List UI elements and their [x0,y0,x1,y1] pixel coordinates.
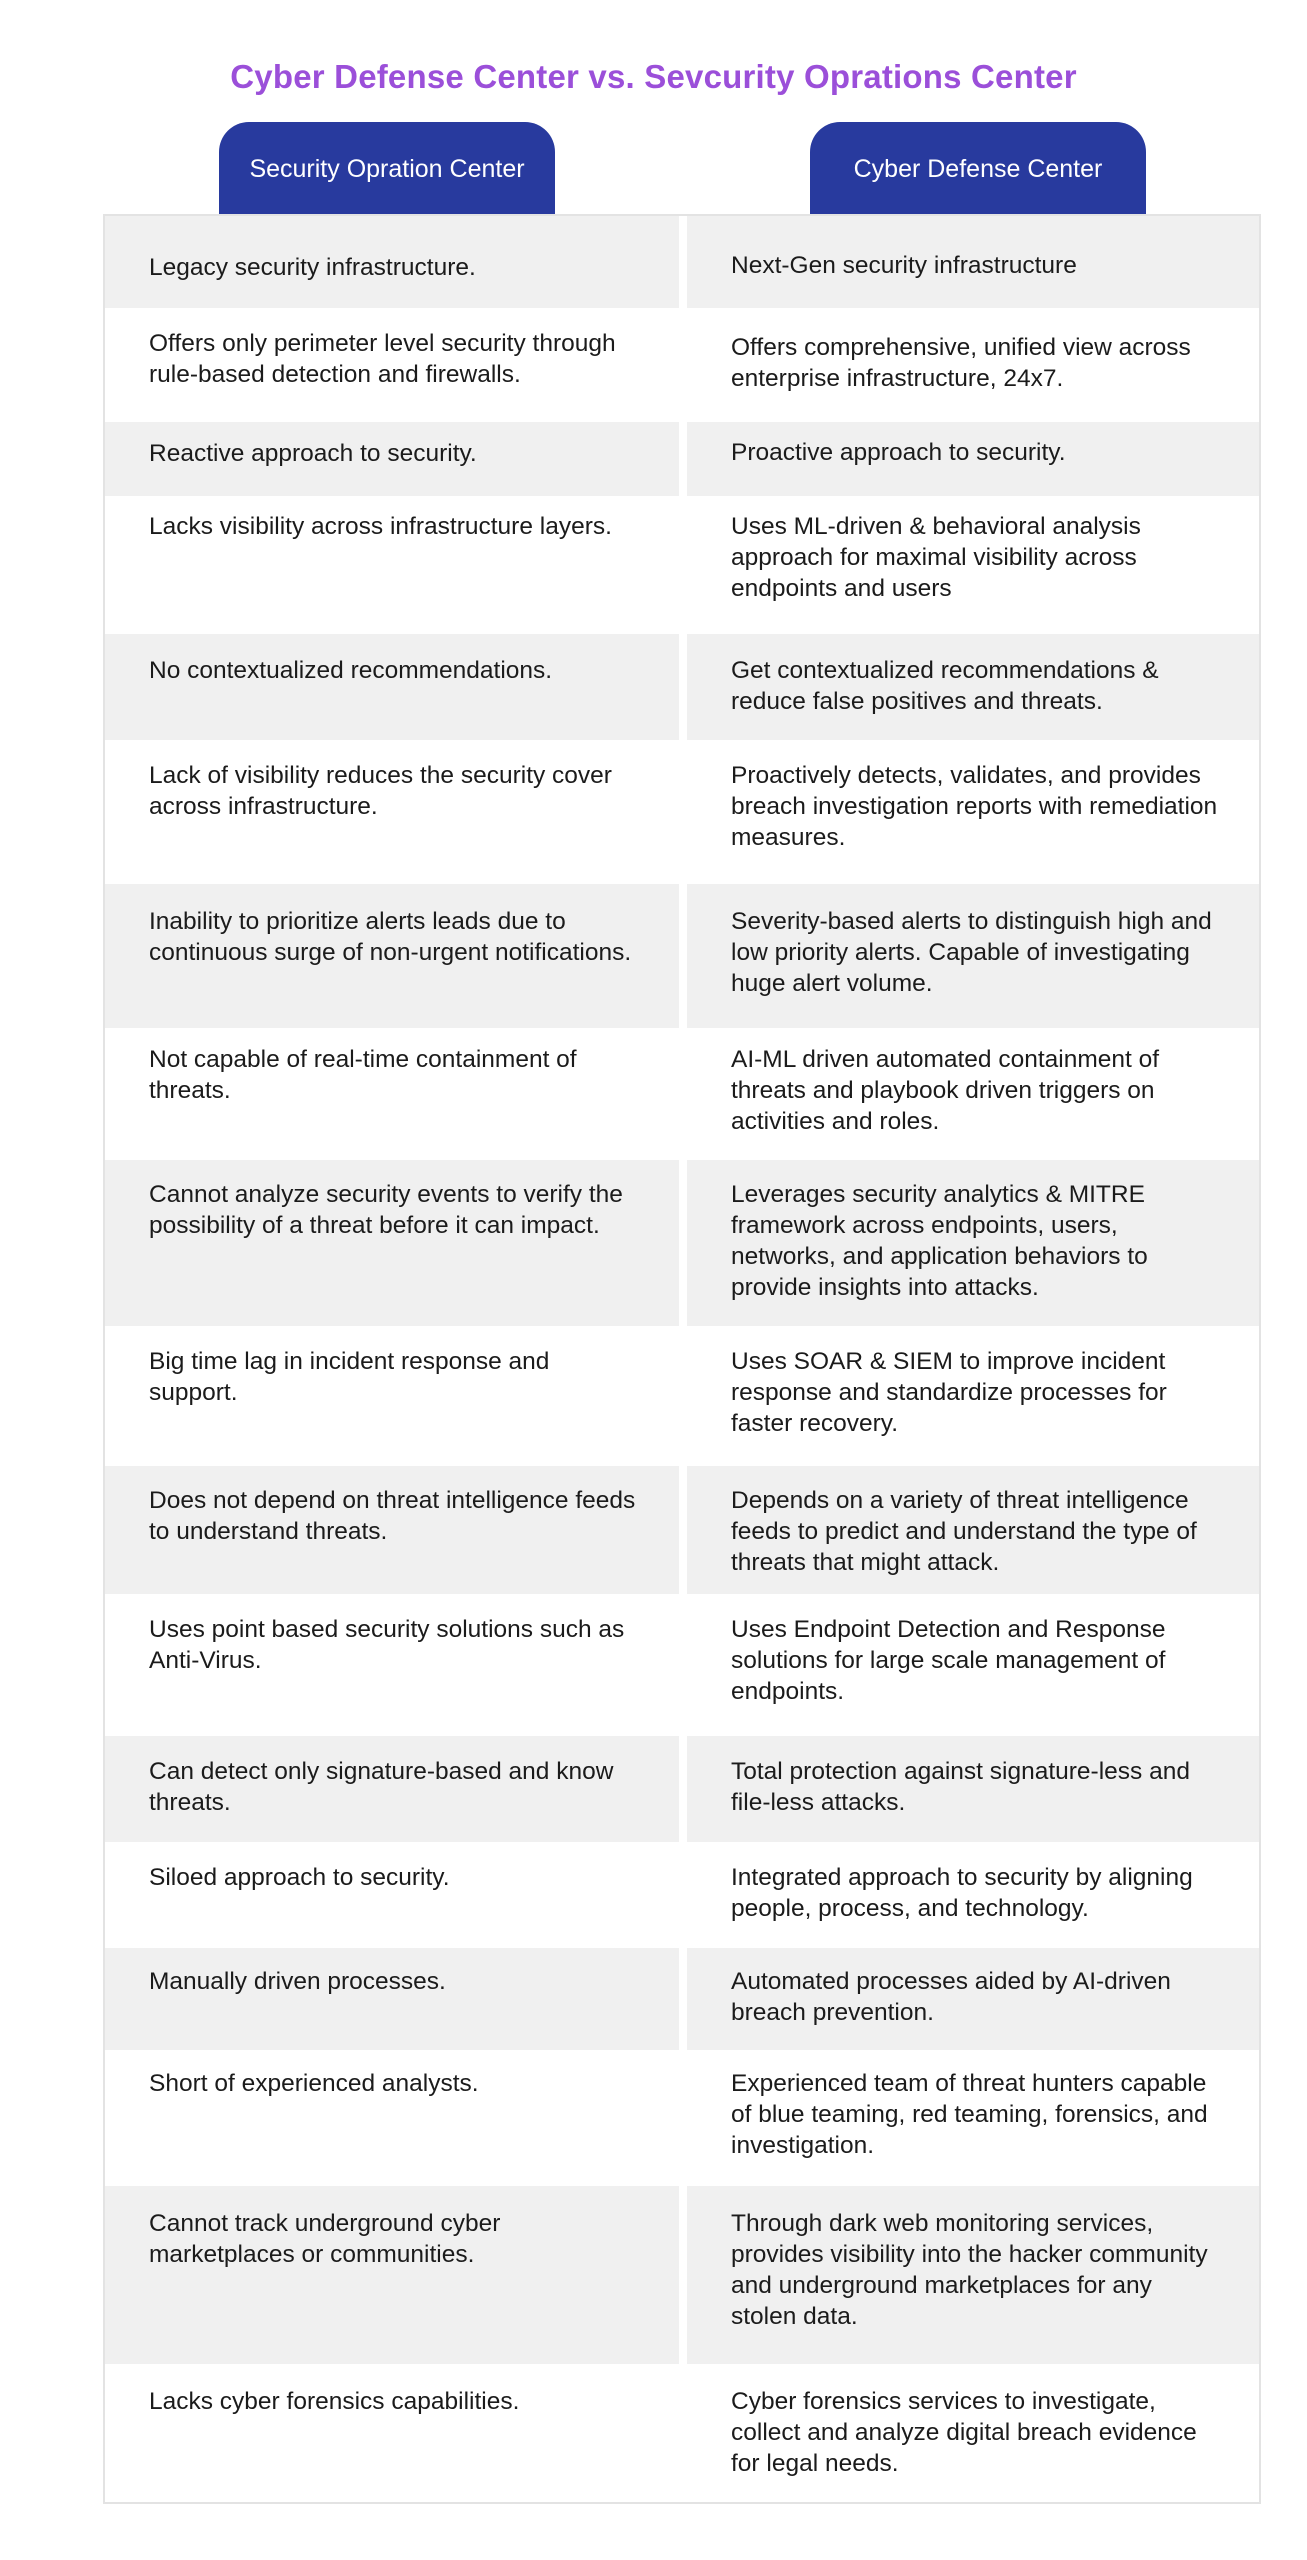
soc-cell: Big time lag in incident response and support. [149,1348,550,1406]
soc-cell: Cannot analyze security events to verify the possibility of a threat before it can impact. [105,1160,679,1326]
soc-cell: Uses point based security solutions such as Anti-Virus. [149,1616,625,1674]
table-row [105,884,1259,1028]
table-row [105,308,1259,422]
cdc-cell: Proactive approach to security. [687,422,1259,496]
table-row [105,1594,1259,1736]
cdc-cell: Severity-based alerts to distinguish high and low priority alerts. Capable of investigating huge alert volume. [687,884,1259,1028]
cdc-cell: Cyber forensics services to investigate, collect and analyze digital breach evidence for legal needs. [731,2388,1197,2477]
cdc-cell: Get contextualized recommendations & reduce false positives and threats. [687,634,1259,740]
cdc-cell: Next-Gen security infrastructure [687,216,1259,308]
cdc-cell: AI-ML driven automated containment of threats and playbook driven triggers on activities and roles. [731,1046,1160,1135]
table-row [105,2186,1259,2364]
cdc-cell: Automated processes aided by AI-driven breach prevention. [687,1948,1259,2050]
soc-cell: Lacks cyber forensics capabilities. [149,2388,520,2415]
soc-cell: Offers only perimeter level security through rule-based detection and firewalls. [149,330,616,388]
cdc-cell: Leverages security analytics & MITRE framework across endpoints, users, networks, and application behaviors to provide insights into attacks. [687,1160,1259,1326]
header-tab-security-operation-center: Security Opration Center [219,122,555,216]
cdc-cell: Uses ML-driven & behavioral analysis approach for maximal visibility across endpoints and users [731,513,1141,602]
table-row [105,1736,1259,1842]
soc-cell: Legacy security infrastructure. [105,216,679,308]
table-row [105,1028,1259,1160]
soc-cell: Can detect only signature-based and know threats. [105,1736,679,1842]
cdc-cell: Uses SOAR & SIEM to improve incident response and standardize processes for faster recovery. [731,1348,1167,1437]
table-row [105,496,1259,634]
soc-cell: Short of experienced analysts. [149,2070,479,2097]
soc-cell: Not capable of real-time containment of threats. [149,1046,577,1104]
cdc-cell: Through dark web monitoring services, provides visibility into the hacker community and underground marketplaces for any stolen data. [687,2186,1259,2364]
table-row [105,1160,1259,1326]
cdc-cell: Total protection against signature-less and file-less attacks. [687,1736,1259,1842]
soc-cell: Inability to prioritize alerts leads due to continuous surge of non-urgent notifications. [105,884,679,1028]
cdc-cell: Proactively detects, validates, and provides breach investigation reports with remediation measures. [731,762,1218,851]
table-row [105,2364,1259,2502]
table-row [105,1466,1259,1594]
cdc-cell: Experienced team of threat hunters capable of blue teaming, red teaming, forensics, and investigation. [731,2070,1208,2159]
page-title: Cyber Defense Center vs. Sevcurity Oprations Center [230,58,1077,95]
cdc-cell: Offers comprehensive, unified view across enterprise infrastructure, 24x7. [731,334,1191,392]
comparison-table [103,214,1261,2504]
table-row [105,422,1259,496]
header-tab-cyber-defense-center: Cyber Defense Center [810,122,1146,216]
soc-cell: Siloed approach to security. [149,1864,450,1891]
soc-cell: Reactive approach to security. [105,422,679,496]
soc-cell: Lacks visibility across infrastructure layers. [149,513,612,540]
soc-cell: Manually driven processes. [105,1948,679,2050]
table-row [105,216,1259,308]
table-row [105,1326,1259,1466]
soc-cell: Cannot track underground cyber marketplaces or communities. [105,2186,679,2364]
soc-cell: Does not depend on threat intelligence feeds to understand threats. [105,1466,679,1594]
table-row [105,740,1259,884]
table-row [105,1842,1259,1948]
cdc-cell: Uses Endpoint Detection and Response solutions for large scale management of endpoints. [731,1616,1166,1705]
cdc-cell: Depends on a variety of threat intelligence feeds to predict and understand the type of threats that might attack. [687,1466,1259,1594]
table-row [105,1948,1259,2050]
cdc-cell: Integrated approach to security by aligning people, process, and technology. [731,1864,1193,1922]
table-row [105,2050,1259,2186]
soc-cell: Lack of visibility reduces the security cover across infrastructure. [149,762,612,820]
soc-cell: No contextualized recommendations. [105,634,679,740]
table-row [105,634,1259,740]
